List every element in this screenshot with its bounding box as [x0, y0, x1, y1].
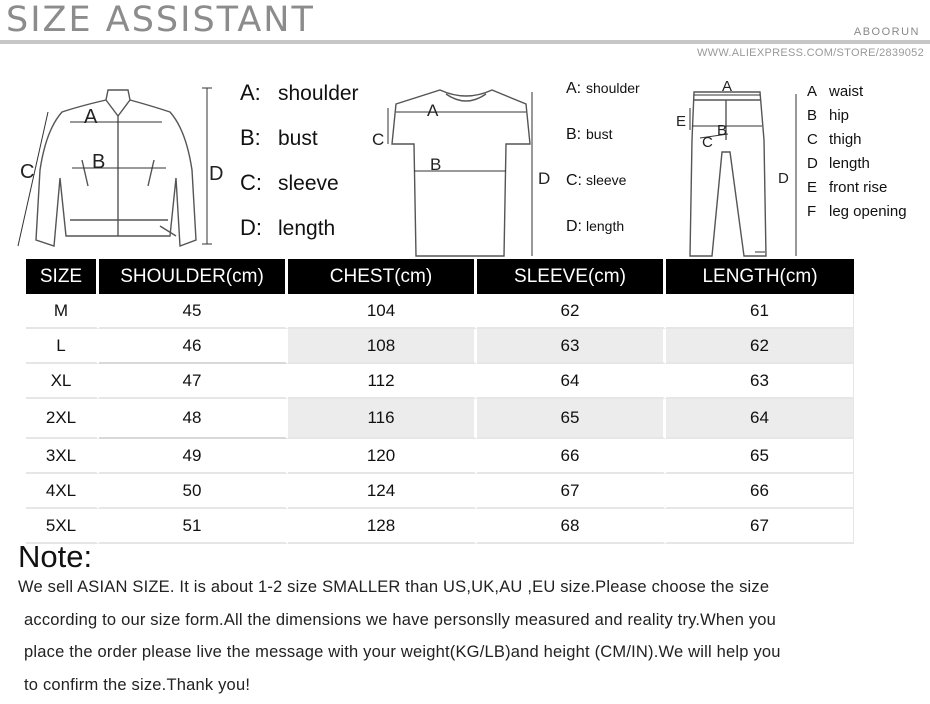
table-row [26, 294, 854, 329]
table-header-row [26, 259, 854, 294]
pants-marker-c: C [702, 134, 713, 151]
note-line: place the order please live the message with your weight(KG/LB)and height (CM/IN).We will help you [24, 643, 781, 661]
tshirt-illustration [392, 90, 530, 256]
pants-marker-e: E [676, 113, 687, 130]
jacket-marker-d: D [209, 163, 224, 185]
store-url: WWW.ALIEXPRESS.COM/STORE/2839052 [696, 47, 924, 59]
legend-item: D: length [566, 218, 625, 235]
pants-illustration [690, 92, 766, 256]
cell-chest: 112 [288, 364, 477, 399]
legend-item: B: bust [566, 126, 613, 143]
cell-shoulder: 45 [99, 294, 288, 329]
legend-item: C thigh [807, 131, 862, 148]
pants-marker-d: D [778, 170, 789, 187]
garment-diagrams [0, 60, 930, 260]
page-title: SIZE ASSISTANT [6, 0, 315, 40]
tshirt-measure-lines [388, 92, 532, 256]
cell-chest: 116 [288, 399, 477, 439]
cell-sleeve: 68 [477, 509, 666, 544]
legend-item: A waist [807, 83, 864, 100]
cell-length: 62 [666, 329, 854, 364]
note-line: to confirm the size.Thank you! [24, 675, 251, 694]
pants-legend [807, 83, 907, 227]
table-row [26, 364, 854, 399]
cell-chest: 104 [288, 294, 477, 329]
tshirt-marker-b: B [430, 155, 442, 174]
legend-item: D length [807, 155, 870, 172]
size-chart-table [26, 259, 854, 544]
pants-marker-b: B [717, 122, 728, 139]
cell-size: 2XL [26, 399, 99, 439]
cell-size: 3XL [26, 439, 99, 474]
cell-chest: 120 [288, 439, 477, 474]
brand-name: ABOORUN [853, 26, 920, 38]
cell-size: M [26, 294, 99, 329]
note-body [18, 571, 888, 701]
legend-item: C: sleeve [240, 170, 339, 195]
cell-size: L [26, 329, 99, 364]
legend-item: B: bust [240, 125, 318, 150]
cell-length: 61 [666, 294, 854, 329]
legend-item: A: shoulder [240, 80, 359, 105]
note-line: according to our size form.All the dimensions we have personslly measured and reality try.When you [24, 610, 777, 629]
cell-sleeve: 67 [477, 474, 666, 509]
pants-marker-a: A [722, 78, 733, 95]
jacket-legend [240, 80, 359, 260]
cell-shoulder: 49 [99, 439, 288, 474]
cell-sleeve: 62 [477, 294, 666, 329]
cell-size: 5XL [26, 509, 99, 544]
cell-length: 67 [666, 509, 854, 544]
legend-item: B hip [807, 107, 850, 124]
garment-illustrations [0, 60, 930, 260]
legend-item: F leg opening [807, 203, 907, 220]
legend-item: D: length [240, 215, 336, 240]
note-heading: Note: [18, 539, 93, 574]
header-size: SIZE [26, 259, 99, 294]
header-shoulder: SHOULDER(cm) [99, 259, 288, 294]
jacket-marker-c: C [20, 161, 35, 183]
cell-length: 65 [666, 439, 854, 474]
table-row [26, 329, 854, 364]
legend-item: A: shoulder [566, 80, 640, 97]
cell-sleeve: 64 [477, 364, 666, 399]
jacket-markers [20, 106, 223, 185]
tshirt-legend [566, 80, 640, 264]
header-length: LENGTH(cm) [666, 259, 854, 294]
tshirt-marker-d: D [538, 169, 551, 188]
legend-item: C: sleeve [566, 172, 627, 189]
legend-item: E front rise [807, 179, 888, 196]
cell-chest: 108 [288, 329, 477, 364]
cell-sleeve: 65 [477, 399, 666, 439]
jacket-marker-b: B [92, 151, 106, 173]
header-divider [0, 40, 930, 44]
table-row [26, 474, 854, 509]
cell-size: 4XL [26, 474, 99, 509]
cell-sleeve: 66 [477, 439, 666, 474]
cell-length: 66 [666, 474, 854, 509]
cell-shoulder: 48 [99, 399, 288, 439]
table-row [26, 399, 854, 439]
table-row [26, 439, 854, 474]
cell-length: 64 [666, 399, 854, 439]
header-sleeve: SLEEVE(cm) [477, 259, 666, 294]
cell-length: 63 [666, 364, 854, 399]
jacket-marker-a: A [84, 106, 98, 128]
cell-size: XL [26, 364, 99, 399]
cell-chest: 124 [288, 474, 477, 509]
note-line: We sell ASIAN SIZE. It is about 1-2 size SMALLER than US,UK,AU ,EU size.Please choose the size [18, 578, 770, 596]
header-chest: CHEST(cm) [288, 259, 477, 294]
tshirt-marker-a: A [427, 101, 439, 120]
cell-sleeve: 63 [477, 329, 666, 364]
cell-chest: 128 [288, 509, 477, 544]
table-row [26, 509, 854, 544]
cell-shoulder: 46 [99, 329, 288, 364]
tshirt-marker-c: C [372, 130, 385, 149]
cell-shoulder: 51 [99, 509, 288, 544]
cell-shoulder: 50 [99, 474, 288, 509]
cell-shoulder: 47 [99, 364, 288, 399]
